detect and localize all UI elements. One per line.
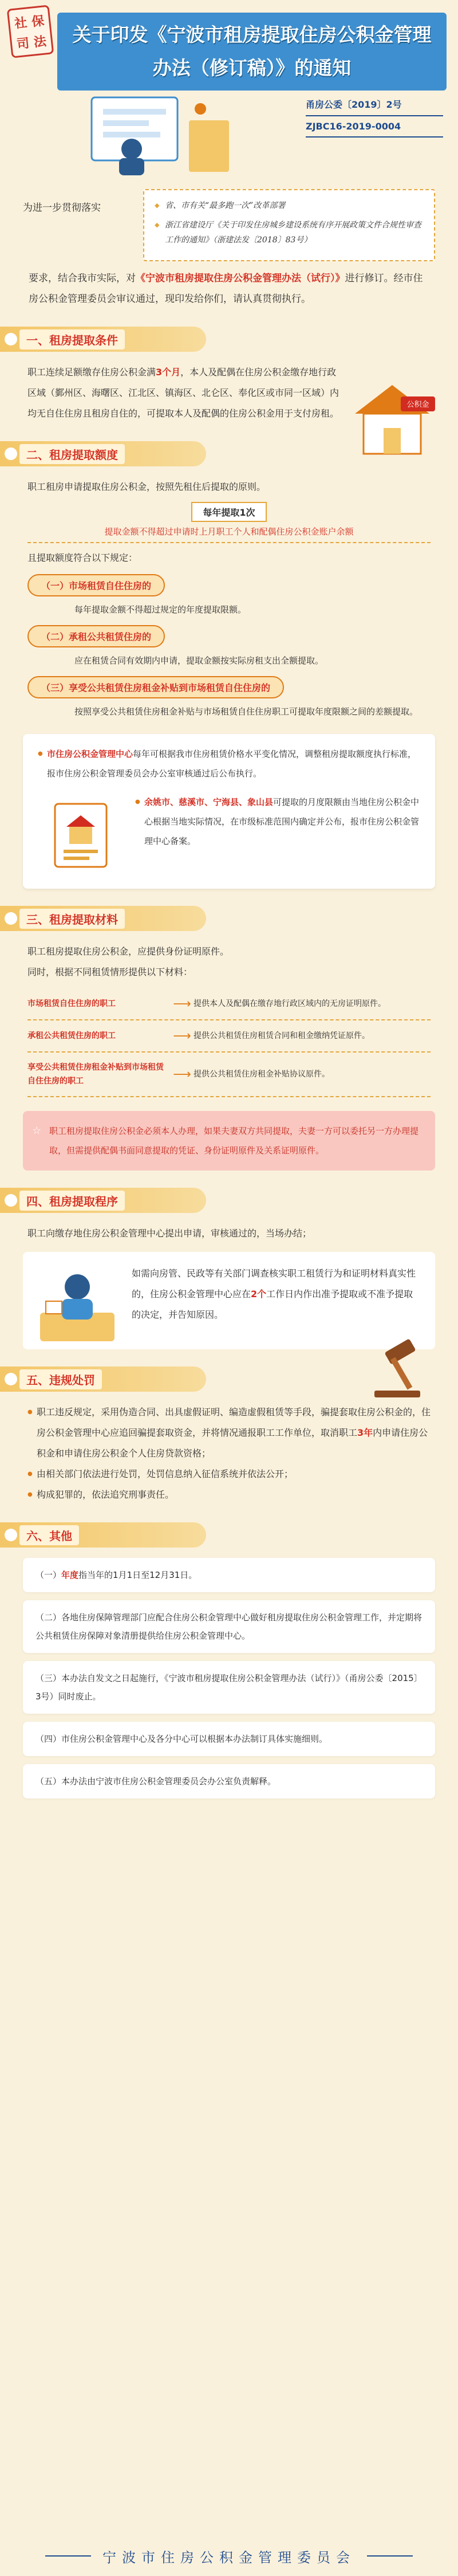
arrow-right-icon: ⟶ [173, 996, 191, 1011]
section-1 [0, 362, 458, 424]
table-row [27, 1020, 431, 1053]
section-title: 二、租房提取额度 [19, 444, 125, 464]
s1-text: ，本人及配偶在住房公积金缴存地行政区域（鄞州区、海曙区、江北区、镇海区、北仑区、奉化区或市同一区域）内均无自住住房且租房自住的，可提取本人及配偶的住房公积金用于支付房租。 [27, 367, 339, 419]
material-docs: 提供公共租赁住房租金补贴协议原件。 [194, 1070, 330, 1079]
cap-label: 每年提取1次 [191, 502, 266, 522]
section-2-lead: 职工租房申请提取住房公积金，按照先租住后提取的原则。 [27, 481, 266, 492]
list-item [23, 1558, 435, 1592]
note-2 [135, 792, 420, 878]
quote-item: ◆ 省、市有关“最多跑一次”改革部署 [155, 198, 424, 213]
cap-box [27, 502, 431, 543]
intro-lead: 为进一步贯彻落实 [23, 202, 101, 214]
page-title: 关于印发《宁波市租房提取住房公积金管理办法（修订稿）》的通知 [57, 13, 447, 91]
doc-number: 甬房公委〔2019〕2号 [306, 93, 443, 116]
material-case: 市场租赁自住住房的职工 [27, 999, 116, 1008]
section-6-header [0, 1522, 206, 1548]
section-3-lead: 职工租房提取住房公积金，应提供身份证明原件。 [27, 946, 230, 957]
document-icon [38, 792, 124, 878]
item-text: 各地住房保障管理部门应配合住房公积金管理中心做好租房提取住房公积金管理工作，并定期将公共租赁住房保障对象清册提供给住房公积金管理中心。 [35, 1612, 423, 1641]
rule-text: 按照享受公共租赁住房租金补贴与市场租赁自住住房职工可提取年度限额之间的差额提取。 [74, 706, 418, 717]
list-item [23, 1722, 435, 1756]
intro-paragraph [23, 268, 435, 309]
material-docs: 提供公共租赁住房租赁合同和租金缴纳凭证原件。 [194, 1031, 370, 1040]
item-number: （三） [35, 1673, 62, 1683]
section-title: 一、租房提取条件 [19, 329, 125, 350]
list-item [23, 1600, 435, 1653]
section-title: 三、租房提取材料 [19, 909, 125, 929]
section-3-header [0, 906, 206, 931]
section-2-sublead: 且提取额度符合以下规定： [27, 552, 138, 563]
item-number: （五） [35, 1776, 62, 1786]
note-text: 可提取的月度限额由当地住房公积金中心根据当地实际情况，在市级标准范围内确定并公布，报市住房公积金管理中心备案。 [144, 797, 420, 846]
penalty-list [0, 1402, 458, 1505]
materials-table [27, 988, 431, 1097]
house-sign: 公积金 [406, 400, 429, 409]
procedure-days: 2个 [251, 1289, 267, 1299]
section-5-header [0, 1366, 206, 1392]
section-2-header [0, 441, 206, 466]
s1-months: 3个月 [156, 367, 181, 378]
rule-text: 每年提取金额不得超过规定的年度提取限额。 [74, 604, 247, 615]
material-case: 承租公共租赁住房的职工 [27, 1031, 116, 1040]
list-item [23, 1661, 435, 1714]
item-number: （一） [35, 1570, 62, 1580]
clerk-illustration [34, 1261, 120, 1347]
penalty-years: 3年 [357, 1427, 373, 1438]
procedure-text: 工作日内作出准予提取或不准予提取的决定，并告知原因。 [132, 1289, 413, 1320]
penalty-item: ● 构成犯罪的，依法追究刑事责任。 [27, 1485, 431, 1505]
house-icon [344, 374, 441, 460]
item-text: 本办法由宁波市住房公积金管理委员会办公室负责解释。 [61, 1776, 277, 1786]
arrow-right-icon: ⟶ [173, 1028, 191, 1043]
item-number: （四） [35, 1734, 62, 1744]
doc-code: ZJBC16-2019-0004 [306, 116, 443, 138]
seal-char: 司 [15, 35, 30, 52]
section-4-header [0, 1188, 206, 1213]
header [0, 0, 458, 189]
note-highlight: 余姚市、慈溪市、宁海县、象山县 [144, 797, 274, 807]
item-text: 指当年的1月1日至12月31日。 [78, 1570, 198, 1580]
rule-pill: （三）享受公共租赁住房租金补贴到市场租赁自住住房的 [27, 676, 284, 698]
rule-pill: （一）市场租赁自住住房的 [27, 574, 165, 596]
gavel-icon [369, 1333, 437, 1402]
item-text: 市住房公积金管理中心及各分中心可以根据本办法制订具体实施细则。 [61, 1734, 328, 1744]
material-case: 享受公共租赁住房租金补贴到市场租赁自住住房的职工 [27, 1063, 164, 1086]
intro-text: 要求，结合我市实际，对 [29, 273, 136, 284]
penalty-text: 内申请住房公积金和申请住房公积金个人住房贷款资格； [37, 1427, 428, 1459]
footer-issuer: 宁波市住房公积金管理委员会 [0, 2536, 458, 2576]
penalty-item [27, 1402, 431, 1464]
seal-logo [7, 5, 54, 58]
section-3-lead: 同时，根据不同租赁情形提供以下材料： [27, 967, 193, 977]
s1-text: 职工连续足额缴存住房公积金满 [27, 367, 156, 378]
seal-char: 保 [30, 13, 45, 30]
item-text: 本办法自发文之日起施行，《宁波市租房提取住房公积金管理办法（试行）》（甬房公委〔2015〕3号）同时废止。 [35, 1673, 423, 1702]
note-highlight: 市住房公积金管理中心 [47, 749, 133, 759]
list-item [23, 1764, 435, 1799]
intro-highlight: 《宁波市租房提取住房公积金管理办法（试行）》 [136, 273, 345, 284]
item-number: （二） [35, 1612, 62, 1623]
intro-text: 进行修订。经市住房公积金管理委员会审议通过，现印发给你们，请认真贯彻执行。 [29, 273, 423, 305]
seal-char: 社 [14, 15, 28, 32]
arrow-right-icon: ⟶ [173, 1067, 191, 1082]
supplementary-list [0, 1558, 458, 1799]
office-worker-illustration [69, 86, 240, 178]
warning-box: ☆ 职工租房提取住房公积金必须本人办理，如果夫妻双方共同提取，夫妻一方可以委托另一方办理提取，但需提供配偶书面同意提取的凭证、身份证明原件及关系证明原件。 [23, 1111, 435, 1171]
rule-text: 应在租赁合同有效期内申请，提取金额按实际房租支出全额提取。 [74, 655, 324, 666]
note-1 [38, 744, 420, 783]
material-docs: 提供本人及配偶在缴存地行政区域内的无房证明原件。 [194, 999, 386, 1008]
table-row [27, 1053, 431, 1097]
seal-char: 法 [33, 33, 48, 50]
rule-pill: （二）承租公共租赁住房的 [27, 625, 165, 647]
intro [0, 189, 458, 309]
section-title: 五、违规处罚 [19, 1369, 102, 1389]
section-title: 六、其他 [19, 1525, 79, 1545]
section-1-header [0, 327, 206, 352]
limit-note-box [23, 734, 435, 889]
procedure-text: 如需向房管、民政等有关部门调查核实职工租赁行为和证明材料真实性的，住房公积金管理中心应在 [132, 1268, 416, 1299]
item-highlight: 年度 [61, 1570, 79, 1580]
penalty-item: ● 由相关部门依法进行处罚，处罚信息纳入征信系统并依法公开； [27, 1464, 431, 1485]
note-text: 每年可根据我市住房租赁价格水平变化情况，调整租房提取额度执行标准，报市住房公积金管理委员会办公室审核通过后公布执行。 [47, 749, 417, 779]
section-4-lead: 职工向缴存地住房公积金管理中心提出申请，审核通过的，当场办结； [27, 1228, 312, 1239]
quote-item: ◆ 浙江省建设厅《关于印发住房城乡建设系统有序开展政策文件合规性审查工作的通知》（浙建法发〔2018〕83号） [155, 218, 424, 248]
cap-text: 提取金额不得超过申请时上月职工个人和配偶住房公积金账户余额 [27, 522, 431, 543]
table-row [27, 988, 431, 1020]
document-number [306, 93, 443, 138]
penalty-text: 职工违反规定，采用伪造合同、出具虚假证明、编造虚假租赁等手段，骗提套取住房公积金的，住房公积金管理中心应追回骗提套取资金，并将情况通报职工工作单位，取消职工 [37, 1407, 431, 1438]
quote-box [143, 189, 435, 261]
section-title: 四、租房提取程序 [19, 1191, 125, 1211]
